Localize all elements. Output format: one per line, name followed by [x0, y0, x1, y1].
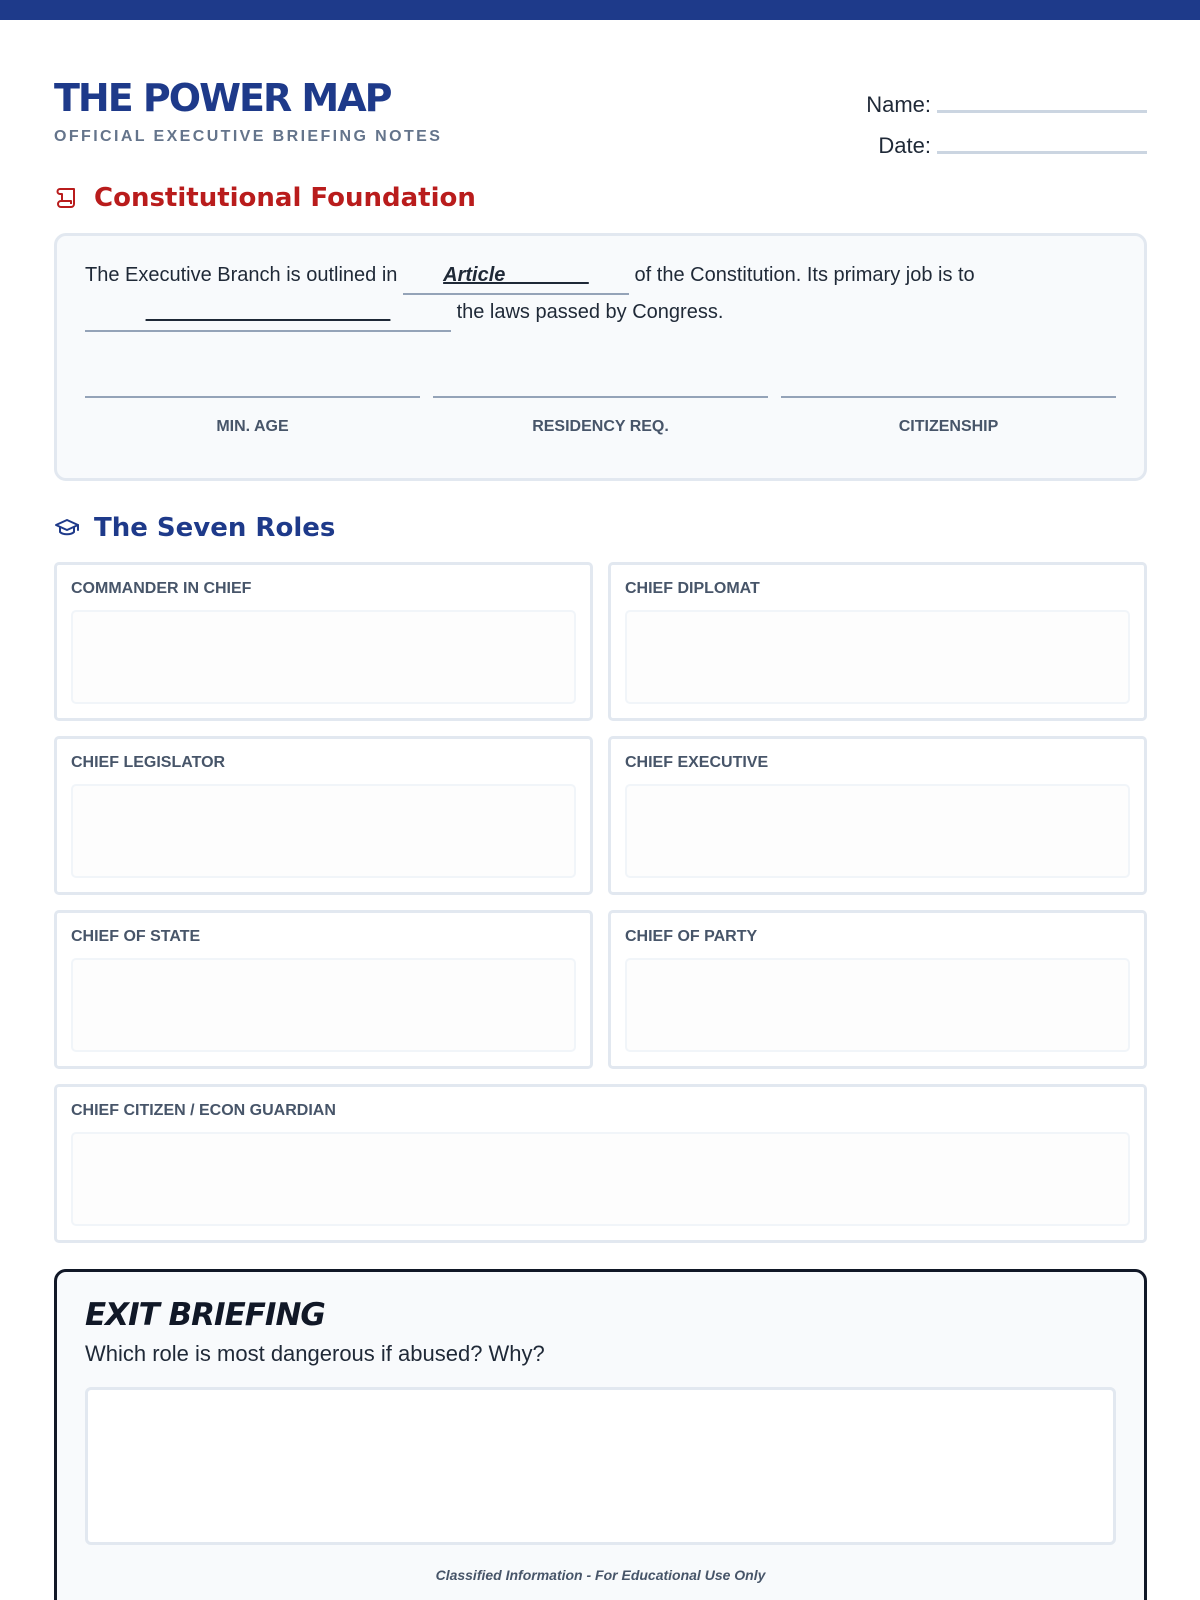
page-header	[54, 74, 1147, 158]
roles-heading	[54, 512, 335, 544]
role-answer-box[interactable]	[71, 958, 576, 1052]
role-label: CHIEF DIPLOMAT	[625, 580, 760, 597]
date-label: Date:	[878, 133, 931, 158]
requirements-row	[85, 396, 1116, 436]
exit-briefing-panel	[54, 1269, 1147, 1600]
roles-title: The Seven Roles	[94, 513, 336, 543]
min-age-label: MIN. AGE	[216, 418, 289, 435]
role-answer-box[interactable]	[625, 610, 1130, 704]
foundation-title: Constitutional Foundation	[94, 183, 476, 213]
role-card-chief-legislator	[54, 736, 593, 895]
citizenship-label: CITIZENSHIP	[898, 418, 999, 435]
name-row	[827, 78, 1147, 119]
residency-line	[433, 396, 768, 398]
role-label: CHIEF OF PARTY	[625, 928, 758, 945]
exit-question: Which role is most dangerous if abused? Why?	[85, 1341, 545, 1366]
exit-title: EXIT BRIEFING	[85, 1297, 325, 1333]
role-label: COMMANDER IN CHIEF	[71, 580, 252, 597]
page-subtitle: OFFICIAL EXECUTIVE BRIEFING NOTES	[54, 128, 443, 145]
date-field[interactable]	[937, 144, 1147, 154]
role-answer-box[interactable]	[71, 784, 576, 878]
exit-answer-box[interactable]	[85, 1387, 1116, 1545]
name-label: Name:	[866, 92, 931, 117]
footer-note: Classified Information - For Educational Use Only	[435, 1567, 766, 1583]
role-card-chief-of-state	[54, 910, 593, 1069]
student-info	[827, 78, 1147, 160]
graduation-cap-icon	[54, 515, 80, 541]
role-card-chief-of-party	[608, 910, 1147, 1069]
constitutional-foundation-panel	[54, 233, 1147, 481]
text-middle: of the Constitution. Its primary job is to	[634, 264, 975, 286]
min-age-field[interactable]	[85, 396, 420, 436]
role-card-chief-diplomat	[608, 562, 1147, 721]
text-after: the laws passed by Congress.	[456, 301, 724, 323]
role-label: CHIEF EXECUTIVE	[625, 754, 769, 771]
citizenship-line	[781, 396, 1116, 398]
min-age-line	[85, 396, 420, 398]
name-field[interactable]	[937, 103, 1147, 113]
scroll-icon	[54, 185, 80, 211]
role-answer-box[interactable]	[71, 1132, 1130, 1226]
foundation-paragraph	[85, 258, 1116, 332]
role-answer-box[interactable]	[625, 784, 1130, 878]
job-blank[interactable]: ______________________	[85, 295, 451, 332]
role-card-chief-executive	[608, 736, 1147, 895]
role-card-chief-citizen	[54, 1084, 1147, 1243]
role-answer-box[interactable]	[625, 958, 1130, 1052]
role-label: CHIEF OF STATE	[71, 928, 201, 945]
role-answer-box[interactable]	[71, 610, 576, 704]
role-label: CHIEF LEGISLATOR	[71, 754, 226, 771]
date-row	[827, 119, 1147, 160]
article-blank[interactable]: Article _______	[403, 258, 629, 295]
citizenship-field[interactable]	[781, 396, 1116, 436]
role-card-commander-in-chief	[54, 562, 593, 721]
residency-field[interactable]	[433, 396, 768, 436]
text-before: The Executive Branch is outlined in	[85, 264, 398, 286]
foundation-heading	[54, 182, 476, 214]
role-label: CHIEF CITIZEN / ECON GUARDIAN	[71, 1102, 336, 1119]
residency-label: RESIDENCY REQ.	[532, 418, 669, 435]
page-title: THE POWER MAP	[54, 76, 391, 120]
top-accent-bar	[0, 0, 1200, 20]
